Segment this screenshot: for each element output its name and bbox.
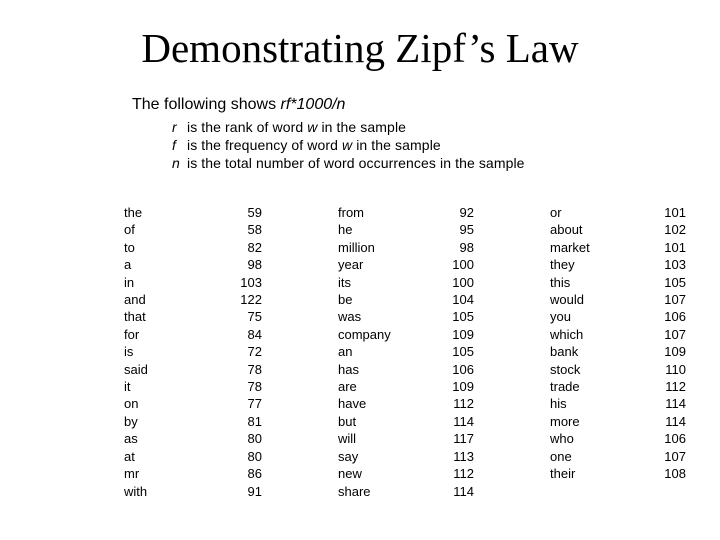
table-value: 112 bbox=[453, 466, 474, 482]
table-value: 112 bbox=[665, 379, 686, 395]
table-value: 75 bbox=[247, 309, 262, 325]
table-word: they bbox=[550, 257, 575, 273]
table-word: an bbox=[338, 344, 353, 360]
table-value: 109 bbox=[664, 344, 686, 360]
table-value: 105 bbox=[452, 344, 474, 360]
values-column-2 bbox=[410, 204, 474, 500]
table-word: in bbox=[124, 274, 135, 290]
table-value: 80 bbox=[247, 431, 262, 447]
table-value: 101 bbox=[664, 205, 686, 220]
table-value: 112 bbox=[453, 396, 474, 412]
table-value: 86 bbox=[247, 466, 262, 482]
table-value: 84 bbox=[247, 326, 262, 342]
table-word: year bbox=[338, 257, 364, 273]
table-word: be bbox=[338, 292, 353, 308]
definition-rest: in the sample bbox=[317, 119, 407, 135]
table-word: more bbox=[550, 413, 580, 429]
table-value: 114 bbox=[453, 483, 474, 499]
table-word: but bbox=[338, 413, 357, 429]
table-value: 59 bbox=[247, 205, 262, 220]
table-word: are bbox=[338, 379, 357, 395]
definition-text: is the frequency of word bbox=[183, 137, 343, 153]
table-word: mr bbox=[124, 466, 140, 482]
table-word: at bbox=[124, 448, 135, 464]
table-word: has bbox=[338, 361, 359, 377]
table-value: 106 bbox=[452, 361, 474, 377]
definition-em: w bbox=[307, 119, 318, 135]
table-value: 98 bbox=[247, 257, 262, 273]
table-value: 104 bbox=[452, 292, 474, 308]
table-value: 109 bbox=[452, 326, 474, 342]
table-word: or bbox=[550, 205, 562, 220]
table-word: you bbox=[550, 309, 571, 325]
table-value: 107 bbox=[664, 448, 686, 464]
definition-var: r bbox=[172, 119, 177, 135]
table-word: for bbox=[124, 326, 140, 342]
definition-n bbox=[172, 154, 525, 172]
table-word: market bbox=[550, 239, 590, 255]
table-word: would bbox=[550, 292, 584, 308]
table-value: 114 bbox=[453, 413, 474, 429]
table-value: 103 bbox=[664, 257, 686, 273]
table-value: 106 bbox=[664, 309, 686, 325]
table-word: will bbox=[338, 431, 357, 447]
table-value: 122 bbox=[240, 292, 262, 308]
table-value: 117 bbox=[453, 431, 474, 447]
table-value: 95 bbox=[459, 222, 474, 238]
table-value: 82 bbox=[247, 239, 262, 255]
definition-f bbox=[172, 136, 525, 154]
table-word: stock bbox=[550, 361, 581, 377]
table-word: from bbox=[338, 205, 364, 220]
table-value: 107 bbox=[664, 292, 686, 308]
table-value: 78 bbox=[247, 361, 262, 377]
table-value: 98 bbox=[459, 239, 474, 255]
table-value: 92 bbox=[459, 205, 474, 220]
table-word: as bbox=[124, 431, 138, 447]
intro-formula: rf*1000/n bbox=[280, 96, 346, 113]
table-word: of bbox=[124, 222, 135, 238]
table-value: 101 bbox=[664, 239, 686, 255]
table-word: it bbox=[124, 379, 131, 395]
table-value: 109 bbox=[452, 379, 474, 395]
table-value: 114 bbox=[665, 396, 686, 412]
table-word: said bbox=[124, 361, 148, 377]
table-value: 110 bbox=[665, 361, 686, 377]
table-value: 77 bbox=[247, 396, 262, 412]
table-value: 102 bbox=[664, 222, 686, 238]
table-value: 114 bbox=[665, 413, 686, 429]
definition-var: n bbox=[172, 155, 180, 171]
definition-r bbox=[172, 118, 525, 136]
table-word: new bbox=[338, 466, 362, 482]
values-column-3 bbox=[620, 204, 686, 483]
table-word: its bbox=[338, 274, 351, 290]
definition-text: is the rank of word bbox=[183, 119, 308, 135]
slide-title: Demonstrating Zipf’s Law bbox=[141, 25, 579, 71]
table-word: say bbox=[338, 448, 359, 464]
table-value: 105 bbox=[452, 309, 474, 325]
definition-rest: in the sample bbox=[352, 137, 441, 153]
table-word: one bbox=[550, 448, 572, 464]
intro-text: The following shows bbox=[132, 96, 281, 113]
table-value: 100 bbox=[452, 274, 474, 290]
table-word: he bbox=[338, 222, 353, 238]
table-value: 81 bbox=[247, 413, 262, 429]
table-word: that bbox=[124, 309, 146, 325]
table-value: 91 bbox=[247, 483, 262, 499]
values-column-1 bbox=[200, 204, 262, 500]
table-word: on bbox=[124, 396, 139, 412]
table-value: 72 bbox=[247, 344, 262, 360]
table-word: a bbox=[124, 257, 132, 273]
table-word: which bbox=[550, 326, 584, 342]
table-value: 105 bbox=[664, 274, 686, 290]
table-word: trade bbox=[550, 379, 580, 395]
table-word: who bbox=[550, 431, 574, 447]
table-word: to bbox=[124, 239, 135, 255]
table-value: 113 bbox=[453, 448, 474, 464]
definition-var: f bbox=[172, 137, 176, 153]
table-value: 108 bbox=[664, 466, 686, 482]
table-word: million bbox=[338, 239, 375, 255]
intro-line bbox=[132, 95, 345, 115]
table-word: the bbox=[124, 205, 143, 220]
table-word: about bbox=[550, 222, 583, 238]
table-value: 100 bbox=[452, 257, 474, 273]
table-value: 78 bbox=[247, 379, 262, 395]
table-word: bank bbox=[550, 344, 579, 360]
table-word: was bbox=[338, 309, 362, 325]
table-value: 58 bbox=[247, 222, 262, 238]
table-value: 106 bbox=[664, 431, 686, 447]
table-word: and bbox=[124, 292, 146, 308]
table-word: share bbox=[338, 483, 371, 499]
table-value: 103 bbox=[240, 274, 262, 290]
table-word: their bbox=[550, 466, 576, 482]
definitions-list bbox=[172, 118, 525, 172]
words-column-1 bbox=[124, 204, 204, 500]
table-word: by bbox=[124, 413, 138, 429]
definition-em: w bbox=[342, 137, 353, 153]
table-word: with bbox=[124, 483, 148, 499]
table-value: 107 bbox=[664, 326, 686, 342]
definition-text: is the total number of word occurrences in the sample bbox=[183, 155, 525, 171]
table-word: this bbox=[550, 274, 571, 290]
table-word: his bbox=[550, 396, 567, 412]
table-word: company bbox=[338, 326, 391, 342]
table-value: 80 bbox=[247, 448, 262, 464]
table-word: is bbox=[124, 344, 134, 360]
table-word: have bbox=[338, 396, 367, 412]
